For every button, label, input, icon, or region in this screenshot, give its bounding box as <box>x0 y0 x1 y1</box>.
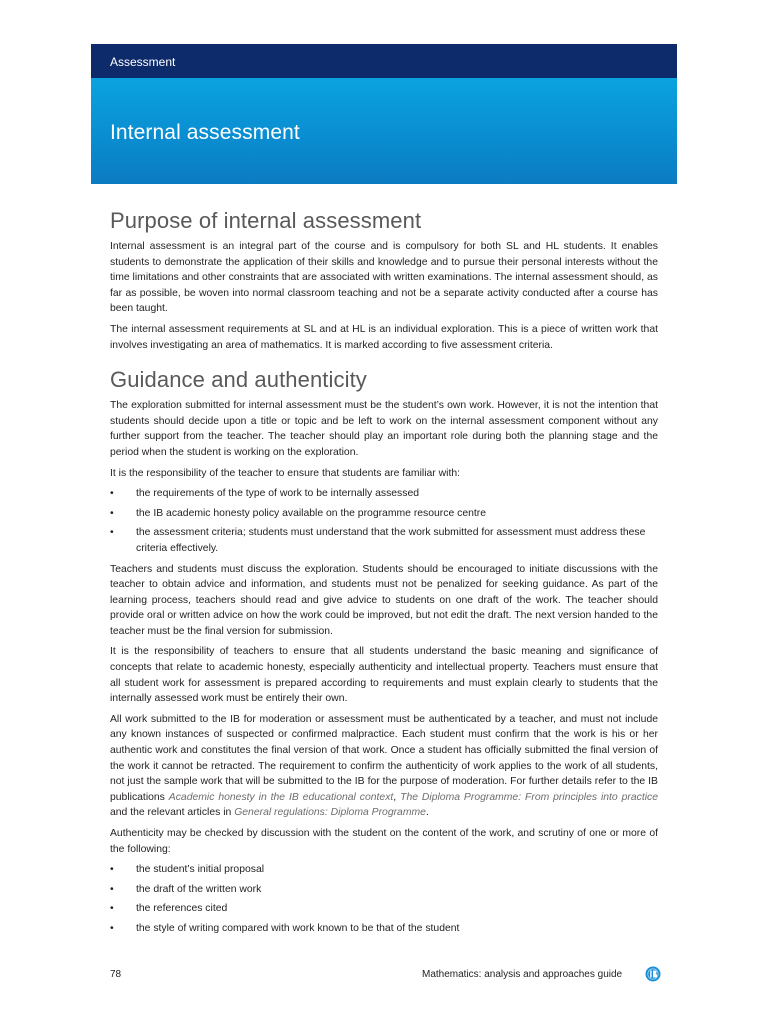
section-header-band <box>91 44 677 78</box>
guidance-paragraph-5: All work submitted to the IB for moderation or assessment must be authenticated by a teacher, and must not include any known instances of suspected or confirmed malpractice. Each student must confirm that the work is his or her authentic work and constitutes the final version of that work. Once a student has officially submitted the final version of the work it cannot be retracted. The requirement to confirm the authenticity of work applies to the work of all students, not just the sample work that will be submitted to the IB for the purpose of moderation. For further details refer to the IB publications Academic honesty in the IB educational context, The Diploma Programme: From principles into practice and the relevant articles in General regulations: Diploma Programme. <box>110 713 659 819</box>
familiarity-list <box>110 486 658 556</box>
guidance-heading: Guidance and authenticity <box>110 367 367 393</box>
list-item: • the references cited <box>110 901 658 917</box>
bullet-icon: • <box>110 507 114 519</box>
list-item: • the draft of the written work <box>110 882 658 898</box>
list-item: • the student’s initial proposal <box>110 862 658 878</box>
list-item: • the requirements of the type of work to be internally assessed <box>110 486 658 502</box>
publication-link-academic-honesty: Academic honesty in the IB educational context <box>168 791 394 803</box>
section-label: Assessment <box>110 55 176 69</box>
guidance-paragraph-6: Authenticity may be checked by discussion with the student on the content of the work, and scrutiny of one or more of the following: <box>110 828 658 855</box>
publication-link-general-regulations: General regulations: Diploma Programme <box>234 807 426 819</box>
chapter-title-band <box>91 78 677 184</box>
list-item: • the style of writing compared with work known to be that of the student <box>110 921 658 937</box>
purpose-paragraph-1: Internal assessment is an integral part of the course and is compulsory for both SL and HL students. It enables students to demonstrate the application of their skills and knowledge and to pursue their personal interests without the time limitations and other constraints that are associated with written examinations. The internal assessment should, as far as possible, be woven into normal classroom teaching and not be a separate activity conducted after a course has been taught. <box>110 241 658 315</box>
purpose-heading: Purpose of internal assessment <box>110 208 422 233</box>
bullet-icon: • <box>110 527 114 539</box>
publication-link-diploma-programme: The Diploma Programme: From principles into practice <box>400 791 659 803</box>
page-number: 78 <box>110 969 122 980</box>
bullet-icon: • <box>110 903 114 915</box>
list-item: • the assessment criteria; students must understand that the work submitted for assessment must address these criteria effectively. <box>110 527 646 554</box>
bullet-icon: • <box>110 922 114 934</box>
ib-logo-icon <box>645 966 661 982</box>
list-item: • the IB academic honesty policy available on the programme resource centre <box>110 506 658 522</box>
main-content <box>110 207 658 942</box>
guide-title: Mathematics: analysis and approaches guide <box>422 969 623 980</box>
guidance-paragraph-2: It is the responsibility of the teacher to ensure that students are familiar with: <box>110 467 460 479</box>
bullet-icon: • <box>110 488 114 500</box>
bullet-icon: • <box>110 883 114 895</box>
authenticity-checks-list <box>110 862 658 936</box>
chapter-title: Internal assessment <box>110 121 300 144</box>
guidance-paragraph-4: It is the responsibility of teachers to ensure that all students understand the basic meaning and significance of concepts that relate to academic honesty, especially authenticity and intellectual property. Teachers must ensure that all student work for assessment is prepared according to requirements and must explain clearly to students that the internally assessed work must be entirely their own. <box>110 646 658 705</box>
guidance-paragraph-3: Teachers and students must discuss the exploration. Students should be encouraged to initiate discussions with the teacher to obtain advice and information, and students must not be penalized for seeking guidance. As part of the learning process, teachers should read and give advice to students on one draft of the work. The teacher should provide oral or written advice on how the work could be improved, but not edit the draft. The next version handed to the teacher must be the final version for submission. <box>110 563 658 637</box>
purpose-paragraph-2: The internal assessment requirements at SL and at HL is an individual exploration. This is a piece of written work that involves investigating an area of mathematics. It is marked according to five assessment criteria. <box>110 323 658 351</box>
bullet-icon: • <box>110 864 114 876</box>
guidance-paragraph-1: The exploration submitted for internal assessment must be the student’s own work. However, it is not the intention that students should decide upon a title or topic and be left to work on the internal assessment component without any further support from the teacher. The teacher should play an important role during both the planning stage and the period when the student is working on the exploration. <box>110 400 658 458</box>
